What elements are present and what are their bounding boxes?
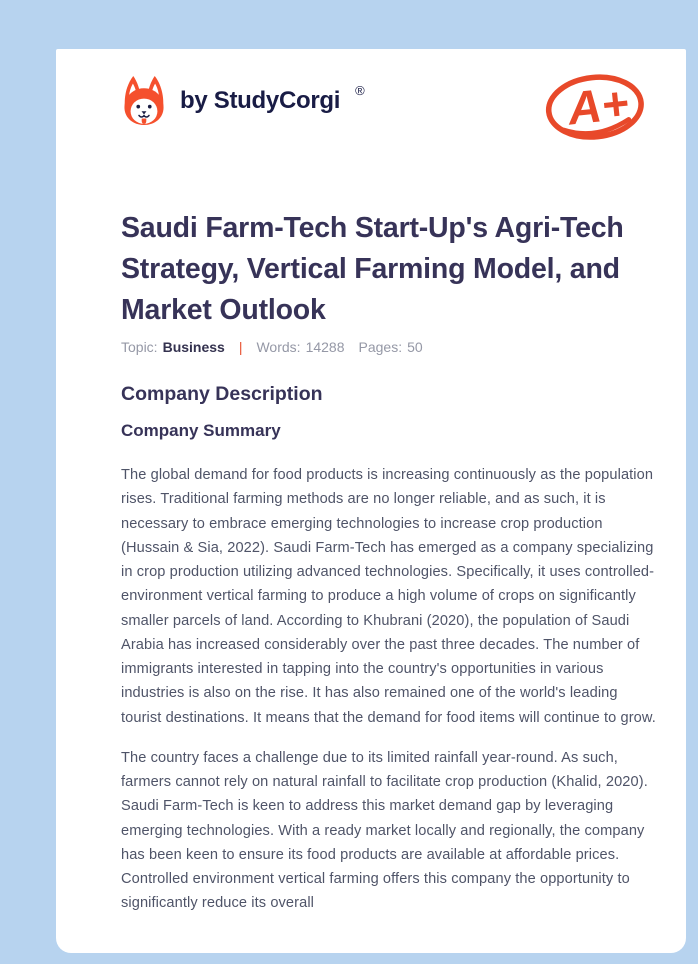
document-card <box>56 49 686 953</box>
words-value: 14288 <box>305 339 345 355</box>
paragraph: The global demand for food products is increasing continuously as the population rises. Traditional farming methods are no longer reliable, and as such, it is necessary to embrace emerging technologies to increase crop production (Hussain & Sia, 2022). Saudi Farm-Tech has emerged as a company specializing in crop production utilizing advanced technologies. Specifically, it uses controlled-environment vertical farming to produce a high volume of crops on significantly smaller parcels of land. According to Khubrani (2020), the population of Saudi Arabia has increased considerably over the past three decades. The number of immigrants interested in tapping into the country's opportunities in various industries is also on the rise. It has also remained one of the world's leading tourist destinations. It means that the demand for food items will continue to grow. <box>121 467 656 726</box>
a-plus-grade-icon <box>542 70 648 151</box>
pages-value: 50 <box>407 339 423 355</box>
words-label: Words: <box>256 339 301 355</box>
paragraph: The country faces a challenge due to its limited rainfall year-round. As such, farmers cannot rely on natural rainfall to facilitate crop production (Khalid, 2020). Saudi Farm-Tech is keen to address this market demand gap by leveraging emerging technologies. With a ready market locally and regionally, the company has been keen to ensure its food products are available at affordable prices. Controlled environment vertical farming offers this company the opportunity to significantly reduce its overall <box>121 749 648 912</box>
section-heading: Company Description <box>121 383 323 405</box>
topic-value-link[interactable]: Business <box>162 339 225 355</box>
registered-trademark: ® <box>355 83 365 98</box>
subsection-heading: Company Summary <box>121 421 281 440</box>
meta-separator: | <box>238 339 243 355</box>
brand-link[interactable] <box>121 74 363 127</box>
brand-wordmark: by StudyCorgi <box>180 86 341 114</box>
article-meta <box>121 339 656 355</box>
svg-text:A+: A+ <box>565 76 631 135</box>
pages-label: Pages: <box>358 339 403 355</box>
page-title: Saudi Farm-Tech Start-Up's Agri-Tech Strategy, Vertical Farming Model, and Market Outlook <box>121 212 624 326</box>
corgi-icon <box>121 74 167 127</box>
header <box>121 74 656 153</box>
topic-label: Topic: <box>121 339 158 355</box>
